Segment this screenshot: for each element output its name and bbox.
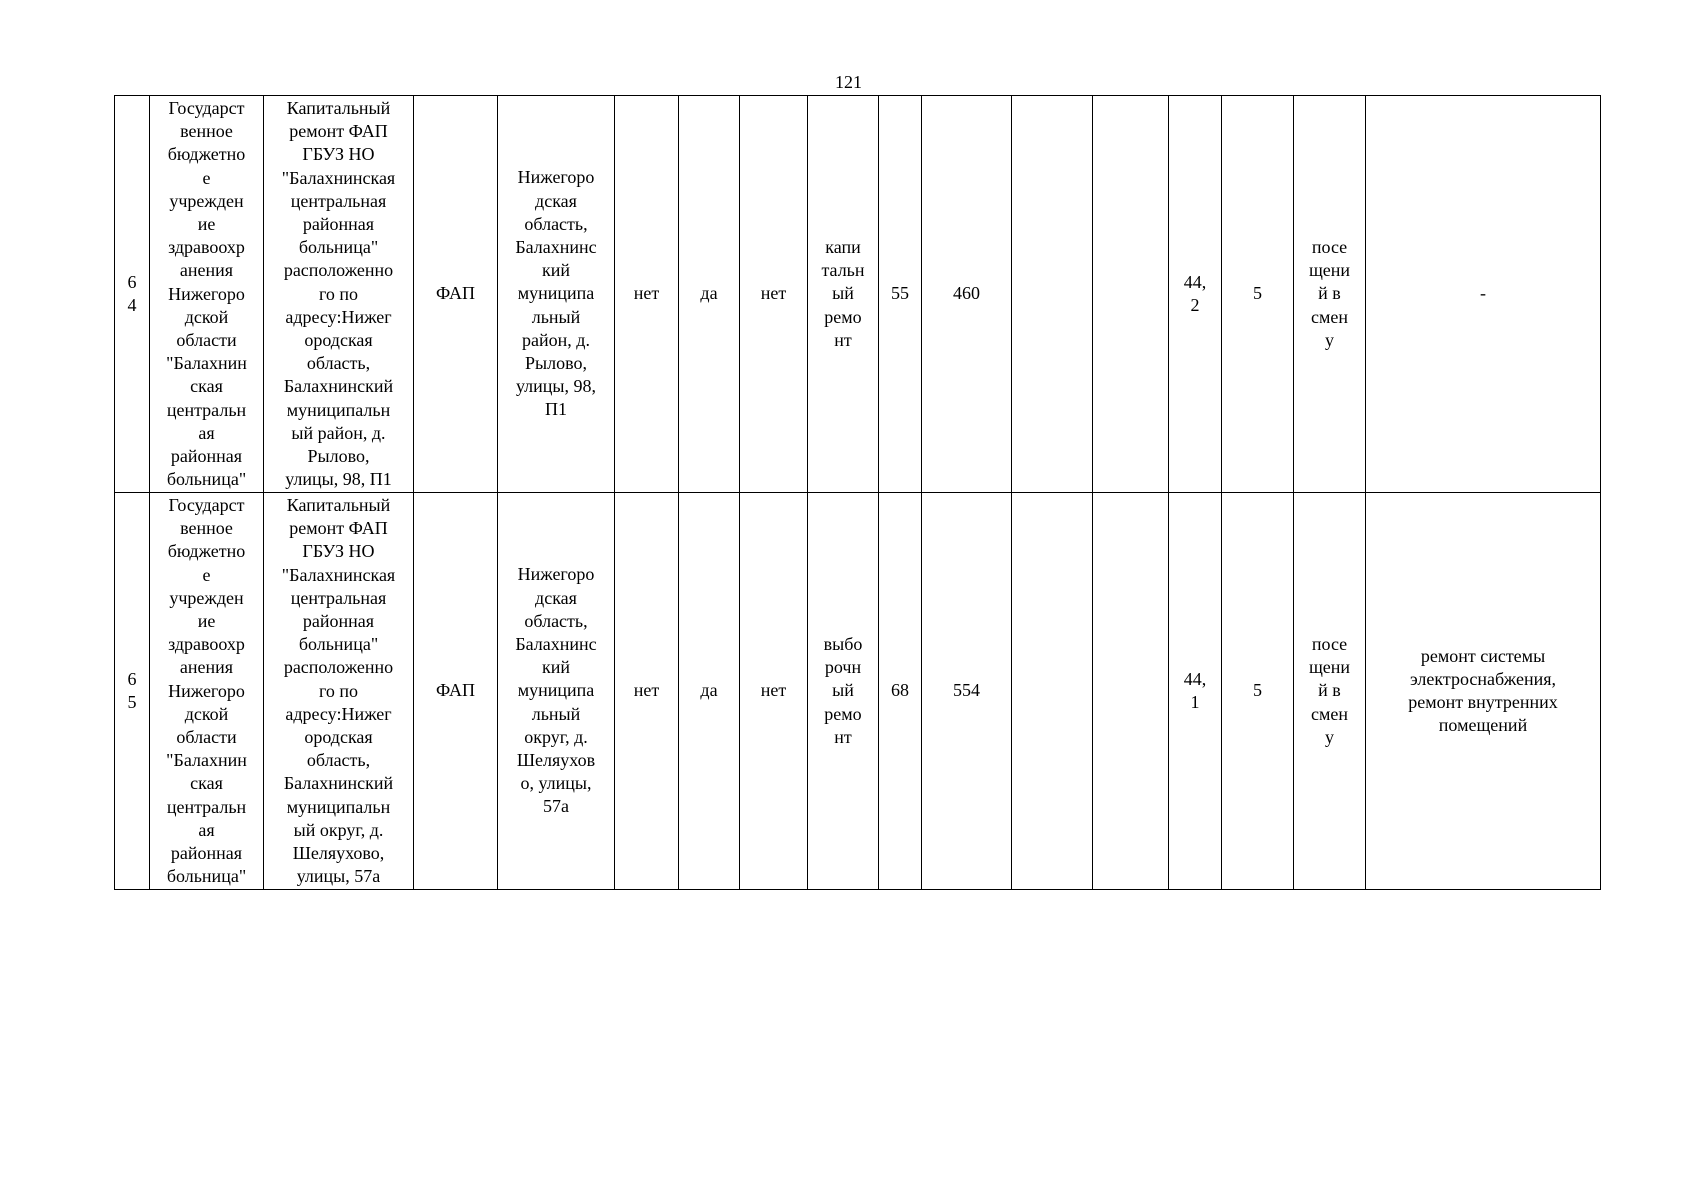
cell-line: льный [531, 703, 581, 724]
organization-cell [150, 96, 264, 493]
cell-line: ремо [824, 306, 862, 327]
cell-line: нт [834, 726, 852, 747]
cell-line: ый [832, 283, 854, 304]
cell-line: щени [1308, 657, 1351, 678]
population-cell [922, 96, 1012, 493]
flag-cell [740, 493, 808, 890]
cell-text: 5 [1253, 680, 1262, 701]
cell-line: венное [180, 121, 233, 142]
object-name-cell [264, 96, 414, 493]
cell-text: 68 [891, 680, 909, 701]
cell-line: районная [170, 446, 243, 467]
cell-line: ремонт ФАП [289, 518, 388, 539]
cell-line: 4 [127, 295, 137, 315]
cell-line: ородская [304, 727, 373, 748]
cell-line: ый район, д. [291, 422, 386, 443]
cell-line: Капитальный [286, 495, 391, 515]
work-type-cell [808, 96, 879, 493]
flag-cell [615, 96, 679, 493]
cell-line: Балахнинский [283, 773, 394, 794]
flag-cell [740, 96, 808, 493]
cell-line: ая [198, 819, 215, 840]
value-cell [879, 96, 922, 493]
cell-text: нет [760, 283, 787, 304]
cell-line: 2 [1190, 295, 1200, 315]
cell-line: Нижегоро [517, 167, 595, 188]
cell-line: улицы, 98, [515, 376, 597, 397]
cell-line: дская [535, 190, 577, 211]
cell-text: 55 [891, 283, 909, 304]
cell-line: "Балахнинская [281, 167, 396, 188]
cell-text: нет [633, 680, 660, 701]
cell-line: й в [1318, 680, 1341, 701]
cell-line: помещений [1438, 715, 1528, 736]
object-type-cell [414, 96, 498, 493]
cell-line: тальн [821, 260, 865, 281]
cell-line: 6 [127, 271, 137, 292]
cell-line: ая [198, 422, 215, 443]
cell-line: ородская [304, 330, 373, 351]
cell-line: Шеляухов [516, 750, 596, 770]
cell-line: бюджетно [167, 541, 246, 562]
cell-line: адресу:Нижег [285, 703, 392, 724]
cell-line: больница" [298, 634, 379, 655]
empty-cell [1012, 96, 1093, 493]
cell-line: ГБУЗ НО [302, 144, 375, 165]
cell-line: область, [306, 750, 371, 771]
cell-line: ГБУЗ НО [302, 541, 375, 562]
cell-text: 554 [953, 680, 980, 701]
cell-line: го по [318, 680, 359, 701]
flag-cell [679, 493, 740, 890]
cell-line: "Балахнин [166, 353, 247, 374]
cell-line: ие [197, 214, 216, 235]
cell-line: здравоохр [168, 237, 245, 258]
empty-cell [1012, 493, 1093, 890]
value-cell [879, 493, 922, 890]
cell-line: 1 [1190, 692, 1200, 712]
address-cell [498, 493, 615, 890]
cell-line: посе [1311, 633, 1348, 654]
cell-line: ый [832, 680, 854, 701]
cell-line: больница" [298, 237, 379, 258]
cell-line: районная [302, 214, 375, 235]
cell-line: адресу:Нижег [285, 306, 392, 327]
cell-line: "Балахнин [166, 750, 247, 771]
cell-text: да [700, 680, 718, 701]
empty-cell [1093, 96, 1169, 493]
table-row [115, 96, 1601, 493]
cell-line: 57а [543, 796, 569, 817]
cell-line: ремо [824, 703, 862, 724]
cell-line: больница" [166, 469, 247, 490]
cell-line: рочн [824, 657, 862, 678]
cell-line: е [202, 564, 211, 585]
cell-line: Государст [168, 98, 245, 118]
cell-line: 44, [1183, 271, 1207, 292]
cell-line: районная [302, 611, 375, 632]
days-cell [1222, 493, 1294, 890]
cell-text: 5 [1253, 283, 1262, 304]
cell-line: ская [190, 773, 223, 794]
cell-line: - [1480, 283, 1486, 304]
cell-line: области [176, 727, 237, 748]
cell-line: "Балахнинская [281, 564, 396, 585]
cell-line: центральн [166, 399, 247, 420]
cell-line: центральная [290, 190, 387, 211]
cell-line: муниципа [517, 283, 595, 304]
cell-line: капи [825, 236, 861, 257]
cell-text: да [700, 283, 718, 304]
cell-line: Балахнинс [515, 236, 597, 257]
cell-line: Нижегоро [168, 283, 245, 304]
flag-cell [679, 96, 740, 493]
cell-line: анения [179, 657, 234, 678]
object-name-cell [264, 493, 414, 890]
cell-line: округ, д. [524, 726, 588, 747]
cell-line: кий [541, 657, 570, 678]
cell-line: го по [318, 283, 359, 304]
cell-line: расположенно [283, 657, 394, 678]
cell-line: е [202, 167, 211, 188]
cell-text: нет [633, 283, 660, 304]
organization-cell [150, 493, 264, 890]
row-number-cell [115, 96, 150, 493]
cell-text: нет [760, 680, 787, 701]
cell-line: Государст [168, 495, 245, 515]
cell-line: смен [1310, 306, 1348, 327]
population-cell [922, 493, 1012, 890]
address-cell [498, 96, 615, 493]
cell-line: льный [531, 306, 581, 327]
cell-line: й в [1318, 283, 1341, 304]
cell-line: выбо [823, 633, 863, 654]
days-cell [1222, 96, 1294, 493]
cell-line: бюджетно [167, 144, 246, 165]
cell-line: здравоохр [168, 634, 245, 655]
cell-line: области [176, 330, 237, 351]
cell-line: область, [524, 610, 588, 631]
cell-line: кий [541, 260, 570, 281]
cell-line: муниципальн [286, 796, 391, 817]
unit-cell [1294, 493, 1366, 890]
cell-line: ская [190, 376, 223, 397]
cell-line: Шеляухово, [292, 843, 385, 864]
table-row [115, 493, 1601, 890]
work-type-cell [808, 493, 879, 890]
cell-line: расположенно [283, 260, 394, 281]
cell-line: венное [180, 518, 233, 539]
area-cell [1169, 493, 1222, 890]
cell-line: 44, [1183, 668, 1207, 689]
cell-line: центральн [166, 796, 247, 817]
cell-line: о, улицы, [520, 773, 592, 794]
cell-line: посе [1311, 236, 1348, 257]
cell-line: муниципальн [286, 399, 391, 420]
cell-line: смен [1310, 703, 1348, 724]
row-number-cell [115, 493, 150, 890]
cell-line: Балахнинский [283, 376, 394, 397]
cell-line: район, д. [522, 329, 590, 350]
cell-line: 5 [127, 692, 137, 712]
cell-line: Рылово, [307, 446, 370, 467]
unit-cell [1294, 96, 1366, 493]
cell-line: нт [834, 329, 852, 350]
object-type-cell [414, 493, 498, 890]
note-cell [1366, 96, 1601, 493]
cell-line: учрежден [169, 587, 244, 608]
cell-line: у [1325, 726, 1334, 747]
cell-line: Рылово, [525, 353, 587, 373]
cell-line: Балахнинс [515, 633, 597, 654]
cell-line: центральная [290, 587, 387, 608]
cell-line: Нижегоро [517, 564, 595, 585]
cell-line: у [1325, 329, 1334, 350]
cell-line: районная [170, 843, 243, 864]
cell-line: ремонт ФАП [289, 121, 388, 142]
cell-line: муниципа [517, 680, 595, 701]
cell-text: ФАП [435, 283, 476, 304]
cell-line: область, [306, 353, 371, 374]
page-number: 121 [835, 72, 862, 92]
cell-line: дской [184, 306, 229, 327]
cell-line: улицы, 57а [296, 866, 381, 887]
cell-line: Капитальный [286, 98, 391, 118]
cell-line: учрежден [169, 190, 244, 211]
cell-line: дской [184, 703, 229, 724]
cell-line: электроснабжения, [1410, 668, 1556, 689]
area-cell [1169, 96, 1222, 493]
cell-text: 460 [953, 283, 980, 304]
cell-line: щени [1308, 260, 1351, 281]
cell-line: дская [535, 587, 577, 608]
cell-text: ФАП [435, 680, 476, 701]
cell-line: ый округ, д. [293, 819, 384, 840]
empty-cell [1093, 493, 1169, 890]
cell-line: анения [179, 260, 234, 281]
data-table [114, 95, 1601, 890]
cell-line: ремонт внутренних [1408, 692, 1558, 712]
flag-cell [615, 493, 679, 890]
cell-line: Нижегоро [168, 680, 245, 701]
cell-line: П1 [545, 399, 567, 420]
cell-line: 6 [127, 668, 137, 689]
note-cell [1366, 493, 1601, 890]
cell-line: ремонт системы [1420, 645, 1546, 666]
cell-line: больница" [166, 866, 247, 887]
cell-line: улицы, 98, П1 [285, 469, 392, 490]
cell-line: ие [197, 611, 216, 632]
cell-line: область, [524, 213, 588, 234]
